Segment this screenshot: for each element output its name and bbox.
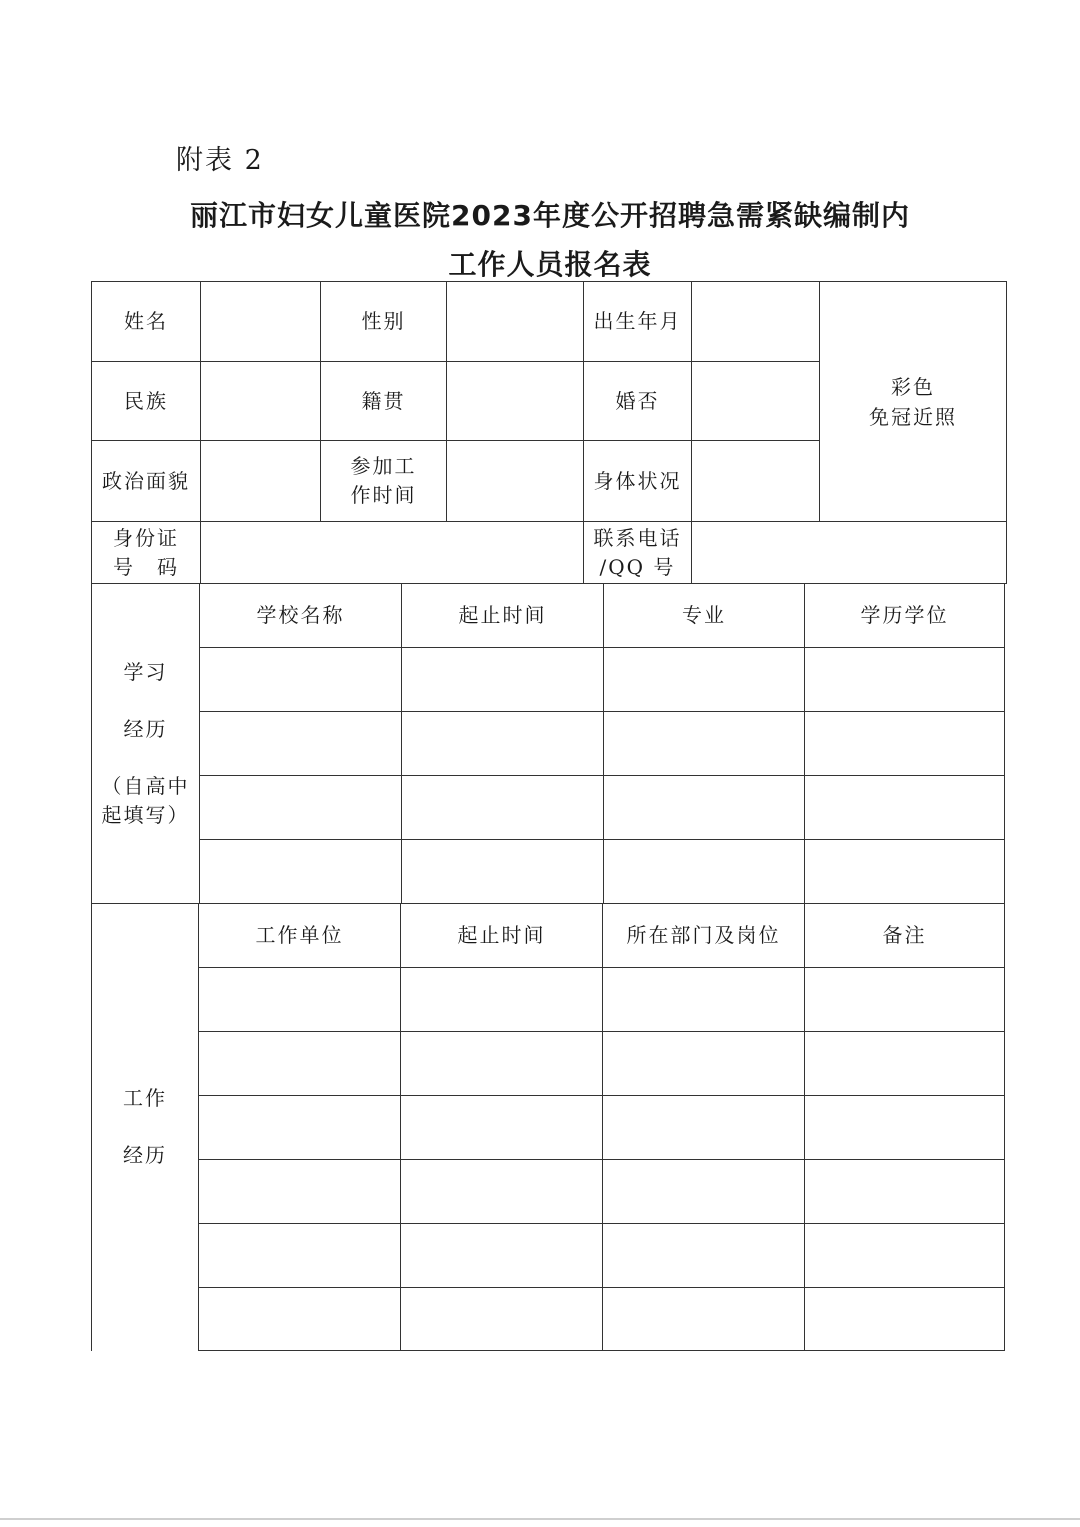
school-name-header: 学校名称	[200, 584, 402, 648]
education-row	[92, 712, 1005, 776]
name-field[interactable]	[201, 282, 321, 362]
edu-cell[interactable]	[200, 712, 402, 776]
id-label	[92, 522, 201, 584]
degree-header: 学历学位	[805, 584, 1005, 648]
work-side-label	[92, 904, 199, 1351]
form-title-line-2: 工作人员报名表	[448, 248, 652, 281]
photo-label-1: 彩色	[891, 374, 935, 399]
education-table	[91, 583, 1005, 904]
department-header: 所在部门及岗位	[603, 904, 805, 968]
photo-label-2: 免冠近照	[869, 404, 957, 429]
work-row	[92, 968, 1005, 1032]
edu-cell[interactable]	[200, 840, 402, 904]
work-cell[interactable]	[199, 1224, 401, 1288]
work-cell[interactable]	[401, 1160, 603, 1224]
origin-label: 籍贯	[321, 362, 447, 441]
work-cell[interactable]	[401, 1032, 603, 1096]
edu-cell[interactable]	[200, 776, 402, 840]
work-row	[92, 1224, 1005, 1288]
work-side-1: 工作	[123, 1086, 167, 1111]
remarks-header: 备注	[805, 904, 1005, 968]
work-cell[interactable]	[603, 1032, 805, 1096]
edu-cell[interactable]	[805, 648, 1005, 712]
education-side-label	[92, 584, 200, 904]
phone-label-1: 联系电话	[593, 525, 682, 550]
work-cell[interactable]	[199, 1032, 401, 1096]
edu-cell[interactable]	[604, 776, 805, 840]
work-cell[interactable]	[603, 1160, 805, 1224]
work-cell[interactable]	[805, 1288, 1005, 1351]
work-start-label	[321, 441, 447, 522]
work-cell[interactable]	[603, 1224, 805, 1288]
gender-field[interactable]	[447, 282, 584, 362]
ethnicity-label: 民族	[92, 362, 201, 441]
form-title-line-1: 丽江市妇女儿童医院2023年度公开招聘急需紧缺编制内	[190, 199, 910, 232]
id-label-2: 号 码	[113, 554, 179, 579]
work-row	[92, 1032, 1005, 1096]
edu-cell[interactable]	[604, 840, 805, 904]
work-cell[interactable]	[199, 1160, 401, 1224]
work-cell[interactable]	[199, 1288, 401, 1351]
edu-cell[interactable]	[402, 648, 604, 712]
work-start-label-1: 参加工	[350, 454, 417, 478]
edu-cell[interactable]	[402, 840, 604, 904]
edu-cell[interactable]	[402, 712, 604, 776]
work-start-field[interactable]	[447, 441, 584, 522]
phone-label-2: /QQ 号	[599, 554, 676, 579]
edu-cell[interactable]	[805, 712, 1005, 776]
education-side-2: 经历	[123, 716, 168, 741]
work-cell[interactable]	[603, 1288, 805, 1351]
edu-cell[interactable]	[805, 776, 1005, 840]
work-period-header: 起止时间	[401, 904, 603, 968]
political-label: 政治面貌	[92, 441, 201, 522]
work-cell[interactable]	[401, 968, 603, 1032]
education-side-4: 起填写）	[101, 802, 190, 827]
work-side-2: 经历	[123, 1143, 167, 1168]
photo-cell[interactable]	[820, 282, 1007, 522]
work-start-label-2: 作时间	[350, 483, 417, 507]
edu-cell[interactable]	[604, 712, 805, 776]
education-row	[92, 776, 1005, 840]
phone-field[interactable]	[692, 522, 1007, 584]
work-cell[interactable]	[401, 1288, 603, 1351]
health-field[interactable]	[692, 441, 820, 522]
basic-info-table	[91, 281, 1007, 584]
work-cell[interactable]	[401, 1224, 603, 1288]
edu-cell[interactable]	[200, 648, 402, 712]
work-cell[interactable]	[603, 968, 805, 1032]
phone-label	[584, 522, 692, 584]
work-row	[92, 1160, 1005, 1224]
education-row	[92, 840, 1005, 904]
work-cell[interactable]	[805, 968, 1005, 1032]
work-cell[interactable]	[603, 1096, 805, 1160]
health-label: 身体状况	[584, 441, 692, 522]
name-label: 姓名	[92, 282, 201, 362]
ethnicity-field[interactable]	[201, 362, 321, 441]
edu-cell[interactable]	[402, 776, 604, 840]
work-row	[92, 1288, 1005, 1351]
work-table	[91, 903, 1005, 1351]
major-header: 专业	[604, 584, 805, 648]
marital-label: 婚否	[584, 362, 692, 441]
work-cell[interactable]	[805, 1032, 1005, 1096]
employer-header: 工作单位	[199, 904, 401, 968]
id-field[interactable]	[201, 522, 584, 584]
work-cell[interactable]	[805, 1096, 1005, 1160]
work-cell[interactable]	[401, 1096, 603, 1160]
scan-edge-line	[0, 1518, 1080, 1520]
work-cell[interactable]	[199, 968, 401, 1032]
edu-cell[interactable]	[805, 840, 1005, 904]
work-cell[interactable]	[199, 1096, 401, 1160]
edu-period-header: 起止时间	[402, 584, 604, 648]
work-cell[interactable]	[805, 1224, 1005, 1288]
origin-field[interactable]	[447, 362, 584, 441]
edu-cell[interactable]	[604, 648, 805, 712]
annex-label: 附表 2	[176, 145, 264, 176]
id-label-1: 身份证	[113, 525, 179, 550]
education-side-3: （自高中	[101, 773, 190, 798]
marital-field[interactable]	[692, 362, 820, 441]
education-row	[92, 648, 1005, 712]
gender-label: 性别	[321, 282, 447, 362]
education-side-1: 学习	[123, 659, 168, 684]
birth-field[interactable]	[692, 282, 820, 362]
work-row	[92, 1096, 1005, 1160]
work-cell[interactable]	[805, 1160, 1005, 1224]
birth-label: 出生年月	[584, 282, 692, 362]
political-field[interactable]	[201, 441, 321, 522]
